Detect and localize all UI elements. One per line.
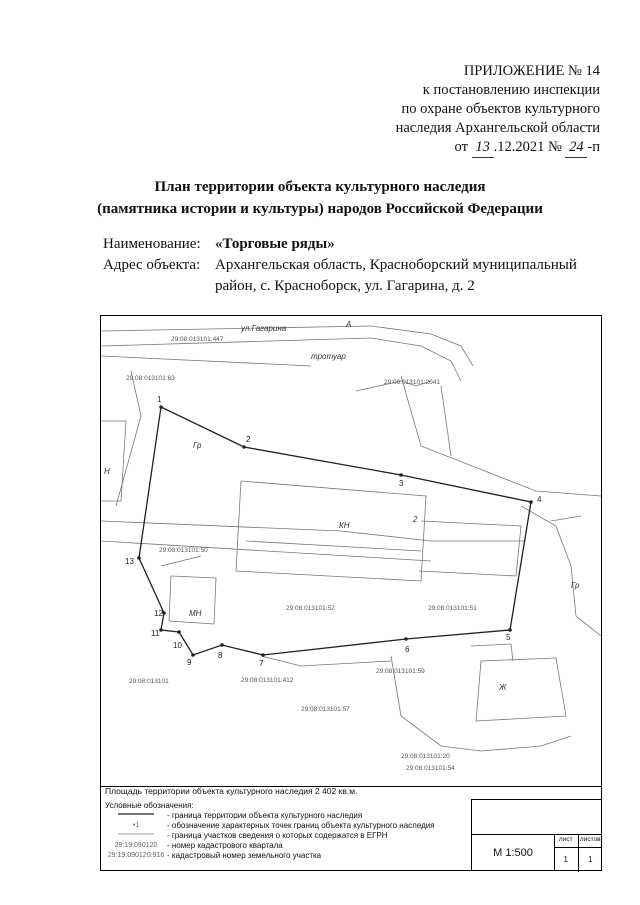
plan-title-line1: План территории объекта культурного наследия [154,179,486,195]
road-edge [101,326,473,366]
sidewalk-label: тротуар [311,352,346,361]
parcel-line [551,516,581,521]
parcel-number: 29:08:013101:57 [301,706,350,713]
legend-text: - кадастровый номер земельного участка [167,851,322,860]
legend-item [105,841,465,851]
street-name: ул.Гагарина [241,324,287,333]
parcel-line [261,656,391,666]
point-label: 12 [154,609,163,618]
parcel-number: 29:08:013101:59 [376,668,425,675]
sheets-label: листов [579,836,601,843]
quarter-number: 29:08:013101 [129,678,169,685]
building-zh-annex [471,644,513,661]
decree-number: 24 [565,138,587,158]
sheet-box [554,834,602,871]
zone-label: Гр [571,581,580,590]
street-code: А [346,320,352,329]
parcel-number: 29:08:013101:63 [126,375,175,382]
point-label: 1 [157,395,162,404]
parcel-number: 29:08:013101:412 [241,677,294,684]
building-zh [476,658,566,721]
building-kn-inner [246,541,421,551]
zone-label: Н [104,467,110,476]
site-plan-drawing [101,316,601,786]
legend-symbol [105,811,167,821]
building-label: МН [189,609,202,618]
title-stamp [471,799,602,871]
date-day: 13 [472,138,494,158]
point-label: 9 [187,658,192,667]
address-line: район, с. Красноборск, ул. Гагарина, д. 2 [215,278,475,294]
building-number: 2 [413,515,418,524]
legend [100,784,602,871]
parcel-line [116,371,141,506]
point-label: 3 [399,479,404,488]
parcel-line [441,386,451,456]
parcel-number: 29:08:013101:447 [171,336,224,343]
point-label: 10 [173,641,182,650]
plan-title-line2: (памятника истории и культуры) народов Российской Федерации [97,201,543,217]
legend-text: - граница участков сведения о которых содержатся в ЕГРН [167,831,388,840]
parcel-line [101,521,526,541]
scale-value: М 1:500 [472,834,555,871]
parcel-line [161,556,201,566]
legend-text: - обозначение характерных точек границ объекта культурного наследия [167,821,435,830]
site-plan [100,315,602,787]
legend-text: - номер кадастрового квартала [167,841,283,850]
address-label: Адрес объекта: [103,257,201,273]
date-rest: .12.2021 № [493,139,562,155]
legend-item [105,811,465,821]
decree-suffix: -п [587,139,600,155]
parcel-number: 29:08:013101:50 [159,547,208,554]
name-label: Наименование: [103,236,201,252]
legend-item [105,831,465,841]
appendix-date [300,138,600,158]
legend-item [105,821,465,831]
object-info [103,234,595,297]
point-label: 5 [506,633,511,642]
point-label: 13 [125,557,134,566]
appendix-line: по охране объектов культурного [401,101,600,117]
parcel-number: 29:08:013101:54 [406,765,455,772]
parcel-number: 29:08:013101:20 [401,753,450,760]
parcel-number: 29:08:013101:52 [286,605,335,612]
legend-text: - граница территории объекта культурного наследия [167,811,363,820]
point-label: 8 [218,651,223,660]
sheet-value: 1 [554,848,579,872]
zone-label: Гр [193,441,202,450]
parcel-number: 29:08:013101:2041 [384,379,441,386]
sheet-label: лист [554,835,579,847]
legend-title: Условные обозначения: [105,801,194,810]
parcel-line [401,376,601,496]
legend-item [105,851,465,861]
address-value [215,255,595,297]
point-label: 4 [537,495,542,504]
appendix-line: наследия Архангельской области [395,120,600,136]
parcel-line [521,506,601,636]
point-label: 2 [246,435,251,444]
legend-symbol: 29:19:090120 [114,842,158,849]
point-label: 6 [405,645,410,654]
parcel-line [101,541,431,561]
address-line: Архангельская область, Красноборский муниципальный [215,257,577,273]
parcel-number: 29:08:013101:51 [428,605,477,612]
appendix-title: ПРИЛОЖЕНИЕ № 14 [463,63,600,79]
building-kn [236,481,426,581]
legend-symbol: 29:19:090120:916 [107,852,165,859]
point-label: 11 [151,629,160,638]
parcel-line [101,421,126,501]
appendix-line: к постановлению инспекции [422,82,600,98]
legend-symbol [105,831,167,841]
building-label: Ж [499,683,507,692]
sidewalk-edge [101,356,311,366]
sheets-value: 1 [588,855,593,864]
area-statement: Площадь территории объекта культурного наследия 2 402 кв.м. [105,786,358,796]
appendix-header [300,62,600,158]
building-label: КН [339,521,350,530]
point-label: 7 [259,659,264,668]
date-prefix: от [454,139,468,155]
legend-symbol: •1 [132,822,140,829]
name-value: «Торговые ряды» [215,236,335,252]
building-kn-part [419,521,521,576]
